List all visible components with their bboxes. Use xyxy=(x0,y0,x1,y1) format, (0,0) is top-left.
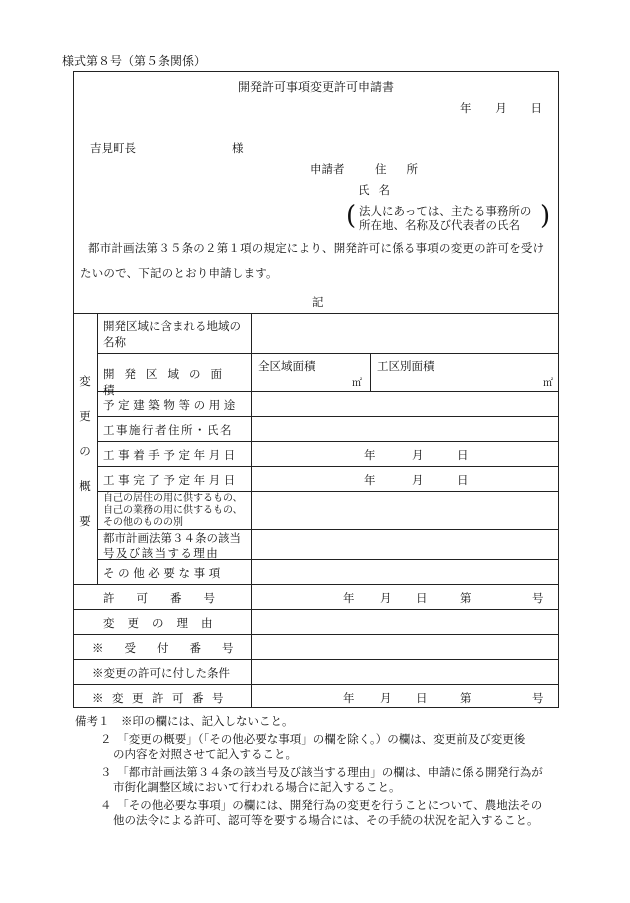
applicant-label: 申請者 xyxy=(310,162,345,176)
permit-no-label: 許可番号 xyxy=(103,591,237,605)
self-use-label-3: その他のものの別 xyxy=(103,517,183,528)
area-split-line xyxy=(370,353,371,391)
date-line xyxy=(460,100,542,116)
end-date-label: 工事完了予定年月日 xyxy=(103,473,239,487)
row-line xyxy=(97,353,559,354)
change-permit-no-label: ※変更許可番号 xyxy=(92,691,232,705)
permit-go: 号 xyxy=(532,591,544,605)
article34-label-1: 都市計画法第３４条の該当 xyxy=(103,531,241,545)
note-4-cont: 他の法令による許可、認可等を要する場合には、その手続の状況を記入すること。 xyxy=(113,813,539,827)
self-use-label-2: 自己の業務の用に供するもの、 xyxy=(103,505,243,516)
start-month: 月 xyxy=(412,448,424,462)
end-month: 月 xyxy=(412,473,424,487)
name-label-1: 氏 xyxy=(358,183,370,197)
summary-col-line xyxy=(97,313,98,584)
permit-day: 日 xyxy=(416,591,428,605)
addressee: 吉見町長 xyxy=(90,141,136,155)
body-text-line1: 都市計画法第３５条の２第１項の規定により、開発許可に係る事項の変更の許可を受け xyxy=(88,241,545,255)
change-permit-year: 年 xyxy=(343,691,355,705)
summary-char: 要 xyxy=(79,514,91,528)
area-size-label: 開発区域の面積 xyxy=(103,367,232,397)
change-permit-month: 月 xyxy=(380,691,392,705)
other-label: その他必要な事項 xyxy=(103,566,224,580)
row-line xyxy=(73,584,559,585)
address-label-2: 所 xyxy=(406,162,418,176)
note-3: ３ 「都市計画法第３４条の該当号及び該当する理由」の欄は、申請に係る開発行為が xyxy=(100,765,543,779)
row-line xyxy=(97,466,559,467)
address-label xyxy=(375,161,418,177)
date-day: 日 xyxy=(530,101,542,115)
change-permit-go: 号 xyxy=(532,691,544,705)
corp-note-line1: 法人にあっては、主たる事務所の xyxy=(359,204,532,218)
row-line xyxy=(97,416,559,417)
note-2-cont: の内容を対照させて記入すること。 xyxy=(113,747,297,761)
self-use-label-1: 自己の居住の用に供するもの、 xyxy=(103,493,243,504)
row-line xyxy=(73,659,559,660)
row-line xyxy=(73,684,559,685)
name-label xyxy=(358,182,390,198)
total-area-label: 全区域面積 xyxy=(258,359,316,373)
left-paren: ( xyxy=(346,201,357,231)
right-paren: ) xyxy=(540,201,551,231)
building-use-label: 予定建築物等の用途 xyxy=(103,398,239,412)
note-1: 備考１ ※印の欄には、記入しないこと。 xyxy=(75,714,294,728)
row-line xyxy=(73,634,559,635)
start-year: 年 xyxy=(364,448,376,462)
summary-char: 変 xyxy=(79,374,91,388)
note-3-cont: 市街化調整区域において行われる場合に記入すること。 xyxy=(113,780,401,794)
total-area-unit: ㎡ xyxy=(352,378,362,389)
conditions-label: ※変更の許可に付した条件 xyxy=(92,666,230,680)
form-number: 様式第８号（第５条関係） xyxy=(62,54,207,68)
date-month: 月 xyxy=(495,101,507,115)
area-name-label-1: 開発区域に含まれる地域の xyxy=(103,319,241,333)
change-permit-day: 日 xyxy=(416,691,428,705)
table-top-line xyxy=(73,313,559,314)
form-title: 開発許可事項変更許可申請書 xyxy=(237,80,394,94)
note-2: ２ 「変更の概要」（「その他必要な事項」の欄を除く。）の欄は、変更前及び変更後 xyxy=(100,732,526,746)
zone-area-label: 工区別面積 xyxy=(377,359,435,373)
zone-area-unit: ㎡ xyxy=(543,378,553,389)
end-day: 日 xyxy=(457,473,469,487)
date-year: 年 xyxy=(460,101,472,115)
ki-label: 記 xyxy=(312,295,324,309)
permit-dai: 第 xyxy=(460,591,472,605)
row-line xyxy=(73,609,559,610)
permit-year: 年 xyxy=(343,591,355,605)
end-year: 年 xyxy=(364,473,376,487)
address-label-1: 住 xyxy=(375,162,387,176)
body-text-line2: たいので、下記のとおり申請します。 xyxy=(80,266,278,280)
contractor-label: 工事施行者住所・氏名 xyxy=(103,423,233,437)
name-label-2: 名 xyxy=(378,183,390,197)
start-date-label: 工事着手予定年月日 xyxy=(103,448,239,462)
summary-char: 概 xyxy=(79,479,91,493)
row-line xyxy=(97,441,559,442)
article34-label-2: 号及び該当する理由 xyxy=(103,546,220,560)
row-line xyxy=(97,491,559,492)
summary-char: の xyxy=(79,444,91,458)
receipt-no-label: ※受付番号 xyxy=(92,641,255,655)
start-day: 日 xyxy=(457,448,469,462)
change-permit-dai: 第 xyxy=(460,691,472,705)
permit-month: 月 xyxy=(380,591,392,605)
corp-note-line2: 所在地、名称及び代表者の氏名 xyxy=(359,218,520,232)
area-name-label-2: 名称 xyxy=(103,335,126,349)
note-4: ４ 「その他必要な事項」の欄には、開発行為の変更を行うことについて、農地法その xyxy=(100,798,543,812)
honorific: 様 xyxy=(232,141,244,155)
summary-char: 更 xyxy=(79,409,91,423)
reason-label: 変更の理由 xyxy=(103,616,226,630)
